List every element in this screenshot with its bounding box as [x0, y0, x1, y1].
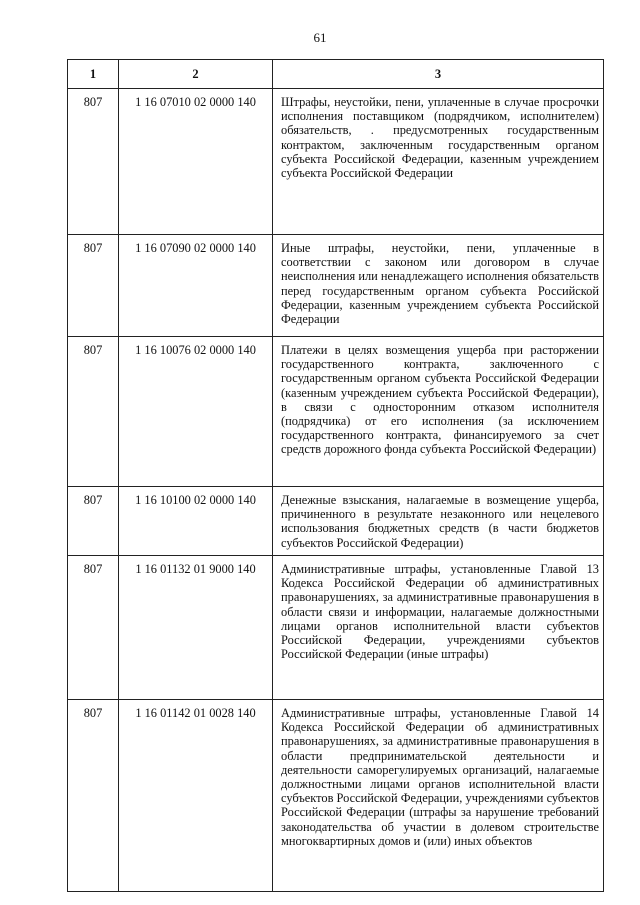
table-row [68, 556, 604, 700]
revenue-description: Иные штрафы, неустойки, пени, уплаченные в соответствии с законом или договором в случае неисполнения или ненадлежащего исполнения обязательств перед государственным органом субъекта Российской Федерации, казенным учреждением субъекта Российской Федерации [281, 241, 599, 327]
header-col-3: 3 [273, 60, 604, 89]
budget-classification-code: 1 16 01132 01 9000 140 [135, 562, 256, 576]
revenue-description: Штрафы, неустойки, пени, уплаченные в случае просрочки исполнения поставщиком (подрядчиком, исполнителем) обязательств, . предусмотренных государственным контрактом, заключенным государственным органом субъекта Российской Федерации, казенным учреждением субъекта Российской Федерации [281, 95, 599, 181]
admin-code: 807 [83, 95, 103, 109]
budget-classification-code: 1 16 07010 02 0000 140 [135, 95, 256, 109]
revenue-codes-table [67, 59, 604, 892]
budget-classification-code: 1 16 10100 02 0000 140 [135, 493, 256, 507]
admin-code: 807 [83, 493, 103, 507]
admin-code: 807 [83, 706, 103, 720]
budget-classification-code: 1 16 01142 01 0028 140 [135, 706, 256, 720]
admin-code: 807 [83, 241, 103, 255]
table-header-row [68, 60, 604, 89]
header-col-2: 2 [119, 60, 273, 89]
revenue-description: Административные штрафы, установленные Главой 13 Кодекса Российской Федерации об административных правонарушениях, за административные правонарушения в области связи и информации, налагаемые должностными лицами органов исполнительной власти субъектов Российской Федерации, учреждениями субъектов Российской Федерации (иные штрафы) [281, 562, 599, 662]
table-row [68, 700, 604, 892]
table-row [68, 337, 604, 487]
admin-code: 807 [83, 562, 103, 576]
revenue-description: Платежи в целях возмещения ущерба при расторжении государственного контракта, заключенного с государственным органом субъекта Российской Федерации (казенным учреждением субъекта Российской Федерации), в связи с односторонним отказом исполнителя (подрядчика) от его исполнения (за исключением государственного контракта, финансируемого за счет средств дорожного фонда субъекта Российской Федерации) [281, 343, 599, 457]
page-number: 61 [313, 30, 327, 45]
budget-classification-code: 1 16 10076 02 0000 140 [135, 343, 256, 357]
budget-classification-code: 1 16 07090 02 0000 140 [135, 241, 256, 255]
table-row [68, 487, 604, 556]
admin-code: 807 [83, 343, 103, 357]
table-row [68, 235, 604, 337]
revenue-description: Административные штрафы, установленные Главой 14 Кодекса Российской Федерации об административных правонарушениях, за административные правонарушения в области предпринимательской деятельности и деятельности саморегулируемых организаций, налагаемые должностными лицами органов исполнительной власти субъектов Российской Федерации, учреждениями субъектов Российской Федерации (штрафы за нарушение требований законодательства об участии в долевом строительстве многоквартирных домов и (или) иных объектов [281, 706, 599, 848]
table-row [68, 89, 604, 235]
revenue-description: Денежные взыскания, налагаемые в возмещение ущерба, причиненного в результате незаконного или нецелевого использования бюджетных средств (в части бюджетов субъектов Российской Федерации) [281, 493, 599, 550]
header-col-1: 1 [68, 60, 119, 89]
